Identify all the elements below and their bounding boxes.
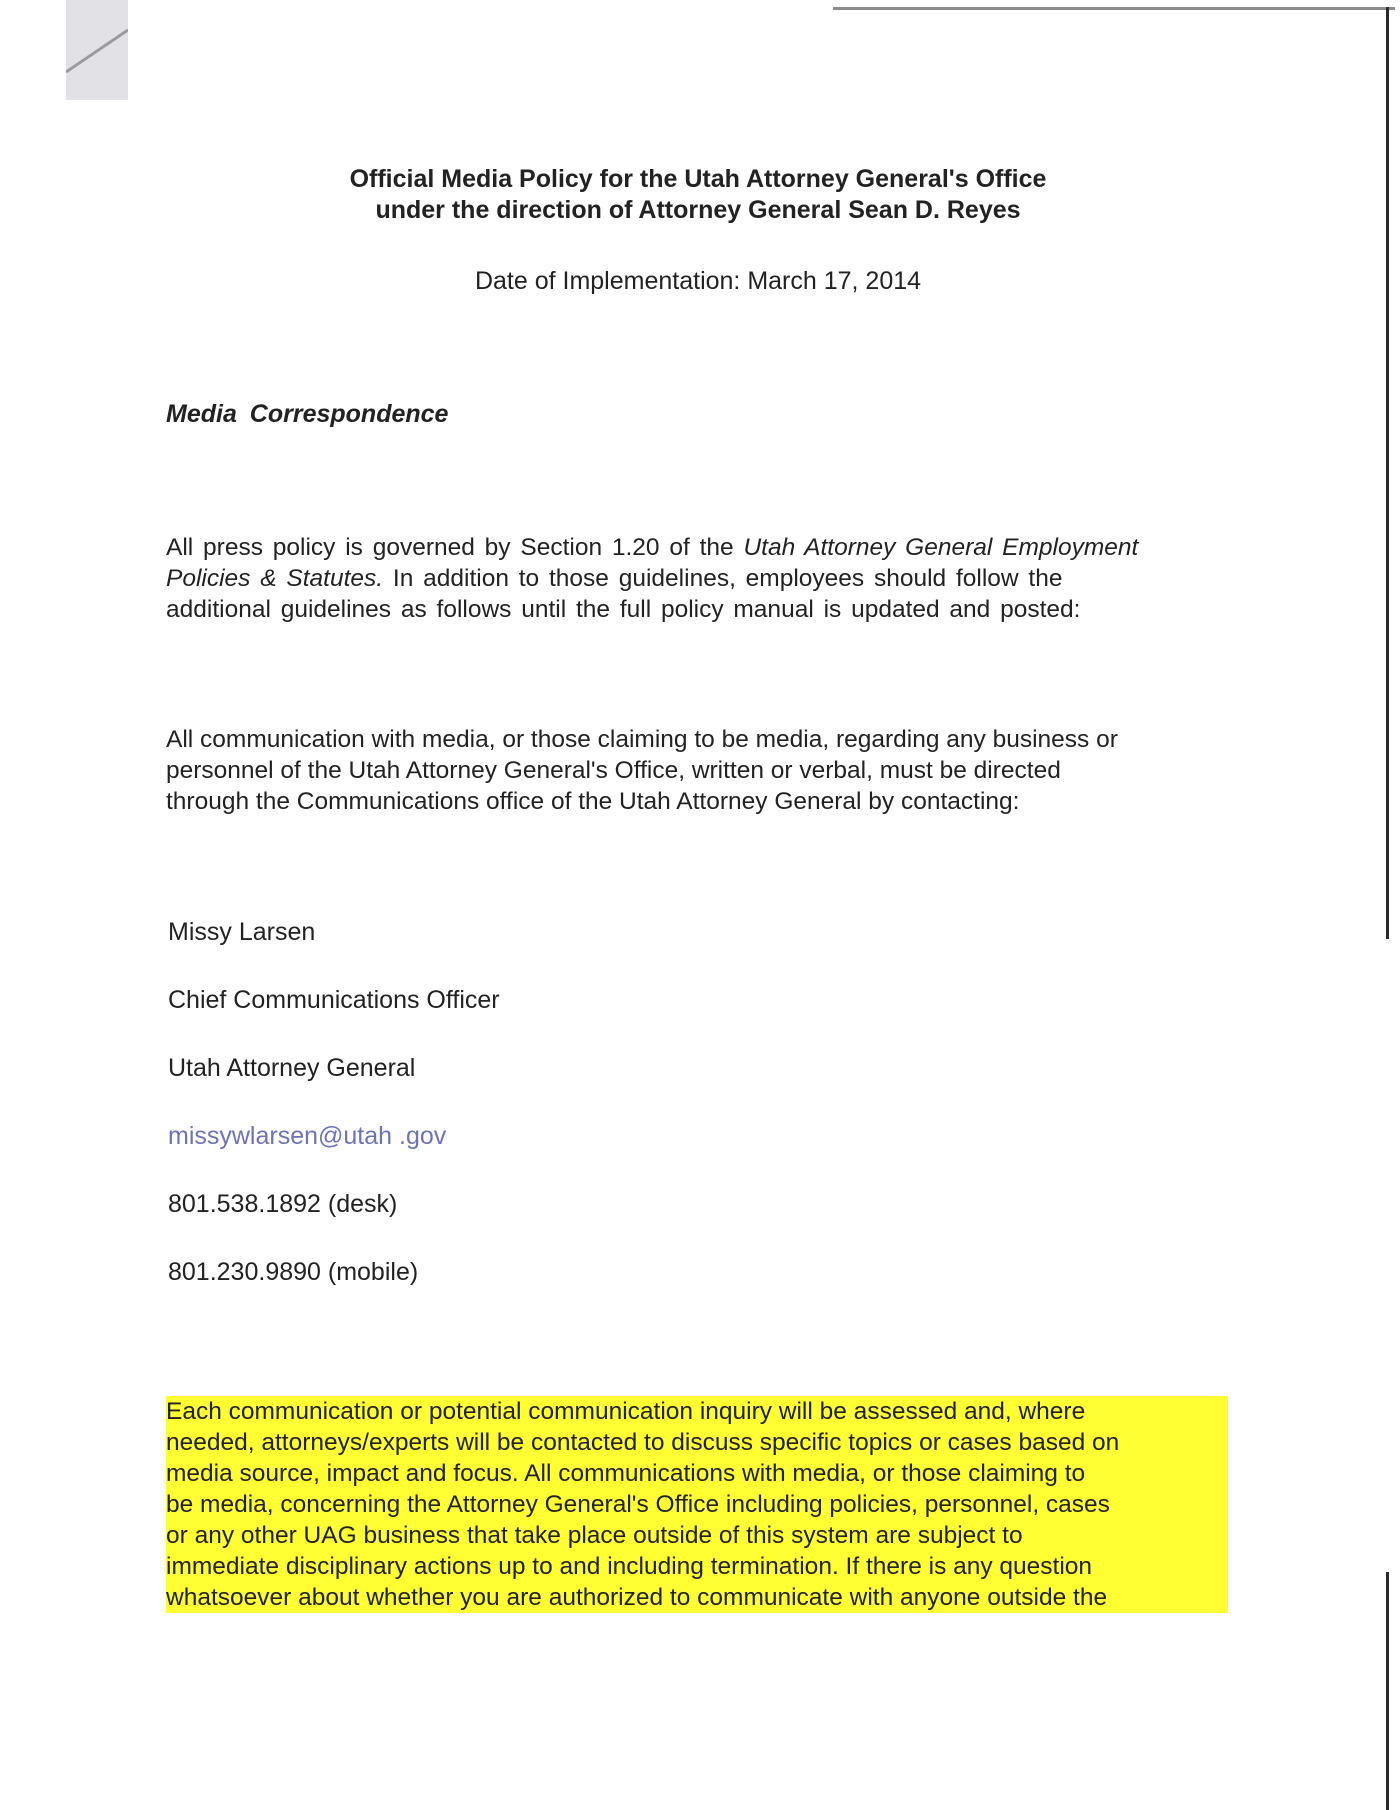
title-line-1: Official Media Policy for the Utah Attorney General's Office xyxy=(349,165,1047,193)
document-title xyxy=(166,164,1230,226)
right-scan-rule-lower xyxy=(1386,1572,1389,1810)
section-heading: Media Correspondence xyxy=(166,400,449,428)
paragraph-press-policy xyxy=(166,532,1226,625)
top-scan-rule xyxy=(833,7,1395,10)
paragraph-line: personnel of the Utah Attorney General's Office, written or verbal, must be directed xyxy=(166,757,1061,784)
paragraph-line: additional guidelines as follows until the full policy manual is updated and posted: xyxy=(166,596,1081,623)
contact-name: Missy Larsen xyxy=(168,918,316,946)
highlighted-line: immediate disciplinary actions up to and including termination. If there is any question xyxy=(166,1551,1228,1582)
contact-mobile-phone: 801.230.9890 (mobile) xyxy=(168,1258,419,1286)
highlighted-line: Each communication or potential communication inquiry will be assessed and, where xyxy=(166,1396,1228,1427)
highlighted-line: be media, concerning the Attorney General's Office including policies, personnel, cases xyxy=(166,1489,1228,1520)
paragraph-communication-rule xyxy=(166,724,1226,817)
policy-title-part-a: Utah Attorney General Employment xyxy=(743,534,1139,561)
paragraph-highlighted-assessment xyxy=(166,1396,1228,1613)
highlighted-line: media source, impact and focus. All communications with media, or those claiming to xyxy=(166,1458,1228,1489)
paragraph-continuation: In addition to those guidelines, employees should follow the xyxy=(383,565,1063,592)
policy-title-part-b: Policies & Statutes. xyxy=(166,565,384,592)
title-line-2: under the direction of Attorney General Sean D. Reyes xyxy=(375,196,1021,224)
highlighted-line: needed, attorneys/experts will be contacted to discuss specific topics or cases based on xyxy=(166,1427,1228,1458)
contact-block xyxy=(168,916,500,1324)
paragraph-line xyxy=(166,532,1226,563)
paragraph-lead: All press policy is governed by Section 1.20 of the xyxy=(166,534,744,561)
implementation-date: Date of Implementation: March 17, 2014 xyxy=(474,267,922,295)
contact-desk-phone: 801.538.1892 (desk) xyxy=(168,1190,398,1218)
contact-email-link[interactable]: missywlarsen@utah .gov xyxy=(168,1122,447,1150)
paragraph-line: All communication with media, or those claiming to be media, regarding any business or xyxy=(166,726,1118,753)
contact-title: Chief Communications Officer xyxy=(168,986,500,1014)
contact-organization: Utah Attorney General xyxy=(168,1054,416,1082)
paragraph-line xyxy=(166,563,1226,594)
highlighted-line: whatsoever about whether you are authorized to communicate with anyone outside the xyxy=(166,1582,1228,1613)
right-scan-rule-upper xyxy=(1386,7,1389,939)
paragraph-line: through the Communications office of the Utah Attorney General by contacting: xyxy=(166,788,1020,815)
highlighted-line: or any other UAG business that take place outside of this system are subject to xyxy=(166,1520,1228,1551)
page-corner-mark xyxy=(66,0,128,100)
